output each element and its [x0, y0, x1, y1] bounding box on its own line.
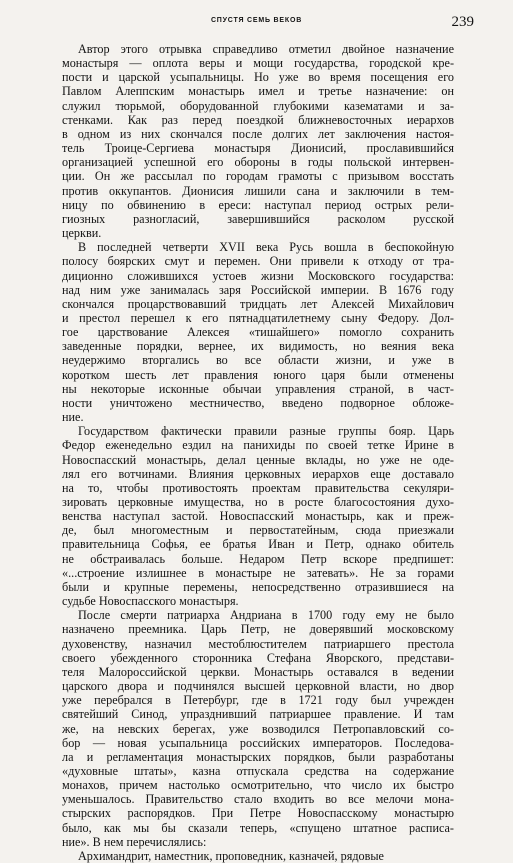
text-line: и престол перешел к его пятнадцатилетнему сыну Федору. Дол-	[62, 310, 454, 325]
text-line: де, был многоместным и первостатейным, сюда приезжали	[62, 523, 454, 538]
text-line: Государством фактически правили разные группы бояр. Царь	[78, 424, 454, 439]
body-text	[62, 42, 454, 863]
text-line: лял его вотчинами. Влияния церковных иерархов еще доставало	[62, 466, 454, 481]
text-line: Павлом Алеппским монастырь имел и третье назначение: он	[62, 84, 454, 99]
text-line: скончался процарствовавший тридцать лет Алексей Михайлович	[62, 296, 454, 311]
text-line: организацией успешной его обороны в годы польской интервен-	[62, 155, 454, 170]
text-line: полосу боярских смут и перемен. Они привели к отходу от тра-	[62, 254, 454, 269]
text-line: не обстраивалась больше. Недаром Петр вскоре предпишет:	[62, 551, 454, 566]
paragraph	[62, 608, 454, 849]
text-line: монастыря — оплота веры и мощи государства, городской кре-	[62, 56, 454, 71]
text-line: зировать церковные имущества, но в росте благосостояния духо-	[62, 495, 454, 509]
text-line: было, как мы бы сказали теперь, «спущено штатное расписа-	[62, 820, 454, 835]
text-line: монахов, причем настолько осмотрительно, что число их быстро	[62, 778, 454, 793]
text-line: гое царствование Алексея «тишайшего» помогло сохранить	[62, 325, 454, 340]
text-line: диционно сложившихся устоев жизни Московского государства:	[62, 268, 454, 283]
text-line: уже перебрался в Петербург, где в 1721 году был учрежден	[62, 693, 454, 708]
text-line: пости и царской усыпальницы. Но уже во время посещения его	[62, 70, 454, 85]
paragraph	[62, 42, 454, 240]
text-line: церкви.	[62, 226, 102, 241]
text-line: правительница Софья, ее братья Иван и Петр, однако обитель	[62, 537, 454, 552]
paragraph	[62, 849, 454, 863]
text-line: ны некоторые исконные обычаи управления страной, в част-	[62, 381, 454, 396]
text-line: судьбе Новоспасского монастыря.	[62, 594, 239, 609]
text-line: духовенству, назначил местоблюстителем патриаршего престола	[62, 636, 454, 651]
running-title: СПУСТЯ СЕМЬ ВЕКОВ	[210, 17, 303, 24]
text-line: ницу по обвинению в ереси: наступал период острых рели-	[62, 197, 454, 212]
text-line: ние.	[62, 410, 84, 425]
text-line: уменьшалось. Правительство стало входить во все мелочи мона-	[62, 792, 454, 807]
text-line: «...строение излишнее в монастыре не затевать». Не за горами	[62, 565, 454, 580]
text-line: Автор этого отрывка справедливо отметил двойное назначение	[78, 42, 454, 56]
text-line: гиозных разногласий, завершившийся расколом русской	[62, 211, 454, 226]
text-line: коротком шесть лет правления юного царя были отменены	[62, 367, 454, 382]
text-line: В последней четверти XVII века Русь вошла в беспокойную	[78, 240, 454, 255]
text-line: в одном из них скончался после долгих лет заключения настоя-	[62, 126, 454, 141]
text-line: венства наступал застой. Новоспасский монастырь, как и преж-	[62, 509, 454, 524]
text-line: Федор еженедельно ездил на панихиды по своей тетке Ирине в	[62, 438, 454, 453]
text-line: заведенные порядки, вернее, их видимость, но веяния века	[62, 339, 454, 354]
paragraph	[62, 240, 454, 424]
text-line: ла и регламентация монастырских порядков, были разработаны	[62, 749, 454, 764]
text-line: стенками. Как раз перед поездкой ближневосточных иерархов	[62, 112, 454, 127]
text-line: на то, чтобы противостоять проектам правительства секуляри-	[62, 480, 454, 495]
text-line: тель Троице-Сергиева монастыря Дионисий, прославившийся	[62, 141, 454, 156]
text-line: теля Малороссийской церкви. Монастырь оставался в ведении	[62, 664, 454, 679]
text-line: против оккупантов. Дионисия лишили сана и заключили в тем-	[62, 183, 454, 198]
text-line: над ним уже занималась заря Российской империи. В 1676 году	[62, 282, 454, 297]
text-line: святейший Синод, упразднивший патриаршее правление. И там	[62, 707, 454, 722]
text-line: После смерти патриарха Андриана в 1700 году ему не было	[78, 608, 454, 623]
text-line: неудержимо вторгались во все области жизни, и уже в	[62, 353, 454, 368]
text-line: своего убежденного сторонника Стефана Яворского, представи-	[62, 650, 454, 665]
text-line: же, на невских берегах, уже возводился Петропавловский со-	[62, 721, 454, 736]
paragraph	[62, 424, 454, 608]
text-line: служил тюрьмой, оборудованной глубокими казематами и за-	[62, 98, 454, 113]
text-line: Новоспасский монастырь, делал ценные вклады, но уже не оде-	[62, 452, 454, 467]
text-line: ние». В нем перечислялись:	[62, 834, 207, 849]
text-line: царского двора и подчинялся высшей церковной власти, но двор	[62, 679, 454, 694]
page-number: 239	[451, 14, 474, 30]
text-line: стырских распорядков. При Петре Новоспасскому монастырю	[62, 806, 454, 821]
text-line: Архимандрит, наместник, проповедник, казначей, рядовые	[78, 848, 384, 863]
text-line: назначено преемника. Царь Петр, не доверявший московскому	[62, 622, 454, 637]
text-line: ности уничтожено местничество, введено подворное обложе-	[62, 395, 454, 410]
text-line: были и крупные перемены, непосредственно отразившиеся на	[62, 579, 454, 594]
text-line: бор — новая усыпальница российских императоров. Последова-	[62, 735, 454, 750]
text-line: ции. Он же рассылал по городам грамоты с призывом восстать	[62, 169, 454, 184]
text-line: «духовные штаты», казна отпускала средства на содержание	[62, 763, 454, 778]
